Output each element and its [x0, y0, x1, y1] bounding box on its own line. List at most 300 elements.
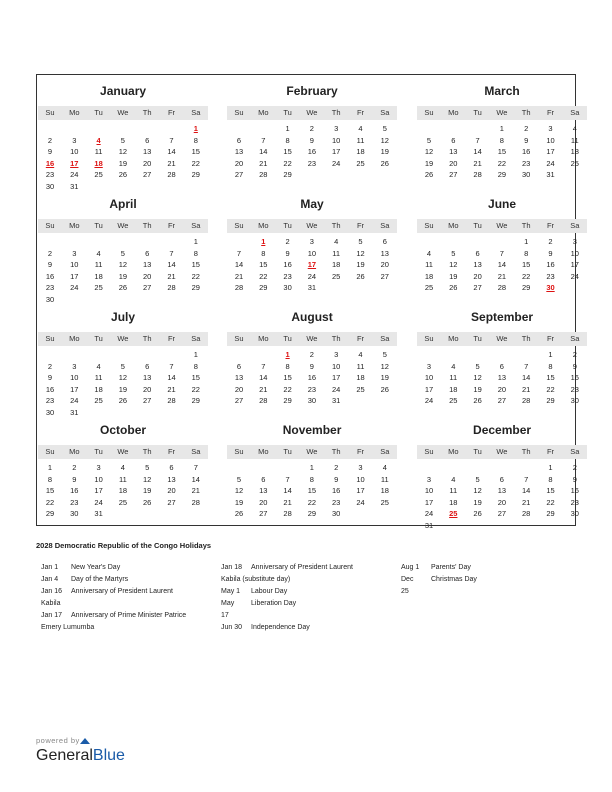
day-cell: 28	[497, 283, 507, 292]
weekday-label: We	[496, 108, 508, 117]
day-cell: 18	[356, 373, 365, 382]
month-november	[227, 423, 397, 527]
day-cell: 10	[332, 135, 341, 145]
day-cell: 10	[424, 373, 434, 382]
day-cell: 22	[45, 497, 55, 507]
day-cell: 5	[120, 135, 125, 145]
day-cell: 16	[522, 147, 531, 156]
day-cell: 1	[47, 463, 53, 472]
month-october	[38, 423, 208, 527]
day-cell: 17	[356, 486, 365, 495]
day-cell: 11	[332, 248, 341, 258]
day-cell: 31	[307, 283, 317, 292]
day-cell: 12	[424, 147, 434, 156]
weekday-label: We	[496, 447, 508, 456]
weekday-label: Th	[142, 447, 152, 456]
month-name: February	[286, 84, 338, 98]
day-cell: 13	[143, 260, 152, 269]
day-cell: 25	[94, 396, 103, 405]
day-cell: 12	[356, 248, 365, 258]
day-cell: 4	[96, 248, 101, 258]
holiday-name: Anniversary of Prime Minister Patrice	[71, 612, 187, 619]
day-cell: 27	[449, 170, 458, 179]
day-cell: 12	[118, 147, 128, 156]
day-cell: 11	[449, 373, 458, 382]
day-cell: 14	[522, 373, 531, 382]
day-cell: 23	[45, 283, 55, 292]
day-cell: 29	[307, 509, 317, 518]
day-cell: 20	[497, 384, 507, 394]
holiday-name: Independence Day	[251, 624, 310, 631]
day-cell: 29	[546, 509, 555, 518]
day-cell: 7	[499, 248, 504, 258]
day-cell: 15	[546, 486, 555, 495]
day-cell: 3	[309, 237, 314, 246]
day-cell: 3	[72, 248, 77, 258]
day-cell: 16	[307, 373, 317, 382]
weekday-header	[38, 332, 208, 346]
day-cell: 26	[356, 271, 365, 281]
day-cell: 21	[522, 384, 531, 394]
day-cell: 22	[283, 158, 292, 168]
day-cell: 13	[259, 486, 268, 495]
day-cell: 24	[332, 158, 341, 168]
weekday-label: Th	[142, 221, 152, 230]
day-cell: 2	[572, 350, 577, 359]
weekday-label: Th	[521, 221, 531, 230]
day-cell: 31	[70, 407, 79, 417]
month-august	[227, 310, 397, 414]
day-cell: 11	[449, 486, 458, 495]
weekday-label: Su	[234, 447, 244, 456]
day-cell: 6	[236, 361, 242, 371]
day-cell: 8	[47, 474, 53, 484]
day-cell: 6	[499, 361, 504, 371]
weekday-label: Sa	[380, 447, 390, 456]
weekday-label: Mo	[258, 108, 269, 117]
day-cell: 20	[380, 260, 389, 269]
holiday-column	[41, 562, 186, 634]
weekday-header	[417, 219, 587, 233]
month-name: November	[282, 423, 342, 437]
day-cell: 28	[259, 170, 268, 179]
weekday-label: Th	[331, 221, 341, 230]
day-cell: 30	[45, 181, 55, 191]
day-cell: 2	[47, 361, 53, 371]
day-cell: 27	[234, 396, 244, 405]
day-cell: 15	[283, 147, 292, 156]
day-cell: 20	[259, 497, 268, 507]
weekday-label: Fr	[356, 221, 365, 230]
weekday-label: Fr	[167, 447, 176, 456]
weekday-label: Mo	[69, 221, 80, 230]
day-cell: 2	[309, 350, 314, 359]
day-cell: 11	[94, 373, 103, 382]
day-cell: 10	[94, 474, 103, 484]
day-cell: 28	[234, 283, 244, 292]
day-cell: 17	[424, 497, 434, 507]
day-cell: 5	[236, 474, 242, 484]
day-cell: 25	[424, 283, 434, 292]
holiday-item	[41, 574, 186, 586]
day-cell: 31	[424, 520, 434, 530]
day-cell: 10	[546, 135, 555, 145]
day-cell: 9	[285, 248, 290, 258]
holiday-date: Jun 30	[221, 624, 243, 631]
day-cell: 24	[570, 271, 579, 281]
day-cell: 28	[167, 283, 176, 292]
day-cell: 1	[548, 350, 553, 359]
day-cell: 6	[475, 248, 480, 258]
day-cell: 8	[548, 361, 553, 371]
holiday-date: Jan 17	[41, 612, 63, 619]
day-cell: 9	[334, 474, 339, 484]
day-cell: 11	[380, 474, 389, 484]
month-september	[417, 310, 587, 414]
day-cell: 3	[72, 361, 77, 371]
holiday-name: Anniversary of President Laurent	[251, 564, 353, 571]
holiday-item	[221, 598, 353, 622]
day-cell: 4	[572, 124, 577, 133]
day-cell: 13	[497, 486, 507, 495]
day-cell: 28	[259, 396, 268, 405]
holiday-item	[41, 610, 186, 622]
day-cell: 18	[424, 271, 434, 281]
weekday-label: Su	[234, 108, 244, 117]
day-cell: 27	[167, 497, 176, 507]
day-cell: 20	[497, 497, 507, 507]
weekday-label: Tu	[94, 334, 103, 343]
day-cell: 4	[120, 463, 125, 472]
day-cell: 24	[332, 384, 341, 394]
holiday-item	[221, 586, 353, 598]
day-cell: 11	[94, 260, 103, 269]
day-cell: 29	[497, 170, 507, 179]
day-cell: 28	[522, 509, 531, 518]
weekday-label: Su	[424, 108, 434, 117]
holiday-name: New Year's Day	[71, 564, 121, 571]
weekday-header	[417, 332, 587, 346]
day-cell: 20	[167, 486, 176, 495]
day-cell: 1	[524, 237, 529, 246]
day-cell: 31	[94, 509, 103, 518]
weekday-label: Su	[45, 108, 55, 117]
day-cell: 22	[307, 497, 317, 507]
day-cell: 25	[94, 170, 103, 179]
day-cell: 24	[70, 283, 79, 292]
day-cell: 8	[285, 135, 290, 145]
day-cell: 24	[307, 271, 317, 281]
day-cell: 23	[70, 497, 79, 507]
weekday-label: Fr	[546, 334, 555, 343]
day-cell: 22	[522, 271, 531, 281]
day-cell: 26	[473, 396, 482, 405]
day-cell: 15	[45, 486, 55, 495]
day-cell: 3	[334, 124, 339, 133]
day-cell: 18	[332, 260, 341, 269]
day-cell: 13	[167, 474, 176, 484]
day-cell: 2	[572, 463, 577, 472]
weekday-label: Tu	[473, 334, 482, 343]
holiday-column	[401, 562, 477, 598]
day-cell: 29	[283, 170, 292, 179]
weekday-label: Mo	[69, 447, 80, 456]
day-cell: 2	[334, 463, 339, 472]
day-cell: 15	[522, 260, 531, 269]
weekday-label: Th	[331, 334, 341, 343]
day-cell: 30	[70, 509, 79, 518]
weekday-header	[227, 219, 397, 233]
day-cell: 4	[334, 237, 339, 246]
day-cell: 4	[426, 248, 432, 258]
brand-general: General	[36, 747, 93, 764]
day-cell: 19	[424, 158, 434, 168]
day-cell: 11	[356, 135, 365, 145]
day-cell: 26	[118, 283, 128, 292]
day-cell: 5	[358, 237, 363, 246]
day-cell: 25	[332, 271, 341, 281]
day-cell: 12	[234, 486, 244, 495]
day-cell: 23	[283, 271, 292, 281]
day-cell: 7	[169, 135, 174, 145]
day-cell: 17	[332, 147, 341, 156]
weekday-label: Fr	[167, 221, 176, 230]
day-cell: 8	[193, 361, 198, 371]
day-cell: 8	[261, 248, 266, 258]
month-name: October	[100, 423, 147, 437]
weekday-label: Fr	[356, 447, 365, 456]
day-cell: 10	[332, 361, 341, 371]
weekday-label: We	[496, 221, 508, 230]
day-cell: 19	[449, 271, 458, 281]
day-cell: 29	[191, 283, 200, 292]
weekday-label: Sa	[191, 334, 201, 343]
day-cell: 12	[473, 486, 482, 495]
day-cell: 19	[118, 384, 128, 394]
day-cell: 14	[167, 260, 176, 269]
month-april	[38, 197, 208, 304]
day-cell: 8	[309, 474, 314, 484]
weekday-label: Tu	[283, 221, 292, 230]
day-cell: 22	[283, 384, 292, 394]
day-cell: 21	[234, 271, 244, 281]
day-cell: 23	[570, 384, 579, 394]
day-cell: 20	[143, 271, 152, 281]
day-cell: 24	[94, 497, 103, 507]
day-cell: 20	[143, 384, 152, 394]
day-cell: 3	[334, 350, 339, 359]
day-cell: 8	[285, 361, 290, 371]
day-cell: 15	[191, 373, 200, 382]
day-cell: 9	[309, 361, 314, 371]
weekday-label: Th	[521, 447, 531, 456]
day-cell: 12	[473, 373, 482, 382]
weekday-label: Su	[45, 447, 55, 456]
day-cell: 23	[570, 497, 579, 507]
weekday-label: Th	[331, 108, 341, 117]
day-cell: 19	[234, 497, 244, 507]
day-cell: 15	[283, 373, 292, 382]
day-cell: 30	[570, 396, 579, 405]
month-march	[417, 84, 587, 188]
day-cell: 22	[191, 158, 200, 168]
day-cell: 22	[191, 271, 200, 281]
holiday-date: Aug 1	[401, 564, 420, 571]
day-cell: 18	[94, 271, 103, 281]
logo-triangle-icon	[80, 738, 90, 744]
day-cell: 1	[193, 237, 198, 246]
day-cell: 16	[70, 486, 79, 495]
weekday-label: Mo	[69, 334, 80, 343]
weekday-label: Su	[234, 334, 244, 343]
day-cell: 30	[283, 283, 292, 292]
day-cell: 22	[191, 384, 200, 394]
month-february	[227, 84, 397, 188]
day-cell: 14	[167, 147, 176, 156]
day-cell: 21	[259, 158, 268, 168]
day-cell: 12	[380, 135, 389, 145]
weekday-label: We	[117, 447, 129, 456]
day-cell: 27	[259, 509, 268, 518]
day-cell: 1	[309, 463, 314, 472]
holiday-item	[401, 574, 477, 598]
day-cell: 1	[548, 463, 553, 472]
day-cell: 9	[47, 147, 53, 156]
day-cell: 21	[473, 158, 482, 168]
holiday-name-continued: Kabila	[41, 600, 61, 607]
holiday-item	[41, 586, 186, 598]
day-cell: 18	[94, 384, 103, 394]
day-cell: 17	[424, 384, 434, 394]
day-cell: 6	[261, 474, 266, 484]
holiday-item	[41, 562, 186, 574]
day-cell: 15	[191, 260, 200, 269]
day-cell: 9	[47, 260, 53, 269]
day-cell: 2	[548, 237, 553, 246]
day-cell: 26	[234, 509, 244, 518]
day-cell: 27	[234, 170, 244, 179]
weekday-label: Sa	[191, 108, 201, 117]
day-cell: 17	[70, 271, 79, 281]
day-cell: 13	[380, 248, 389, 258]
day-cell: 13	[143, 147, 152, 156]
day-cell: 25	[118, 497, 128, 507]
day-cell: 3	[572, 237, 577, 246]
holiday-day: 16	[45, 158, 55, 168]
day-cell: 22	[546, 497, 555, 507]
month-july	[38, 310, 208, 417]
day-cell: 14	[191, 474, 200, 484]
day-cell: 6	[499, 474, 504, 484]
weekday-label: We	[306, 108, 318, 117]
day-cell: 15	[497, 147, 507, 156]
day-cell: 25	[570, 158, 579, 168]
day-cell: 27	[473, 283, 482, 292]
day-cell: 30	[45, 407, 55, 417]
weekday-label: Mo	[258, 221, 269, 230]
holiday-day: 1	[193, 124, 198, 133]
holiday-date: Jan 4	[41, 576, 59, 583]
weekday-label: Sa	[570, 334, 580, 343]
day-cell: 5	[120, 248, 125, 258]
day-cell: 7	[236, 248, 242, 258]
day-cell: 19	[118, 271, 128, 281]
day-cell: 21	[283, 497, 292, 507]
day-cell: 6	[382, 237, 387, 246]
weekday-header	[227, 106, 397, 120]
day-cell: 26	[118, 396, 128, 405]
day-cell: 10	[70, 260, 79, 269]
month-name: December	[473, 423, 532, 437]
month-name: July	[111, 310, 136, 324]
day-cell: 6	[145, 361, 150, 371]
day-cell: 9	[47, 373, 53, 382]
day-cell: 4	[358, 124, 363, 133]
weekday-label: Fr	[546, 447, 555, 456]
brand-blue: Blue	[92, 747, 125, 764]
day-cell: 19	[473, 497, 482, 507]
day-cell: 16	[45, 271, 55, 281]
day-cell: 10	[356, 474, 365, 484]
day-cell: 27	[497, 396, 507, 405]
day-cell: 23	[522, 158, 531, 168]
holiday-name: Christmas Day	[431, 576, 477, 583]
day-cell: 31	[70, 181, 79, 191]
weekday-label: Su	[234, 221, 244, 230]
day-cell: 5	[426, 135, 432, 145]
day-cell: 14	[473, 147, 482, 156]
day-cell: 2	[47, 248, 53, 258]
day-cell: 2	[309, 124, 314, 133]
day-cell: 17	[70, 384, 79, 394]
day-cell: 10	[70, 373, 79, 382]
day-cell: 18	[118, 486, 128, 495]
weekday-header	[38, 445, 208, 459]
day-cell: 24	[70, 170, 79, 179]
holidays-title: 2028 Democratic Republic of the Congo Holidays	[36, 541, 212, 550]
day-cell: 14	[167, 373, 176, 382]
day-cell: 17	[570, 260, 579, 269]
day-cell: 7	[475, 135, 480, 145]
day-cell: 30	[45, 294, 55, 304]
weekday-header	[38, 219, 208, 233]
day-cell: 13	[234, 373, 244, 382]
day-cell: 7	[193, 463, 198, 472]
day-cell: 14	[522, 486, 531, 495]
day-cell: 7	[524, 361, 529, 371]
day-cell: 17	[332, 373, 341, 382]
weekday-label: Sa	[380, 108, 390, 117]
month-name: April	[109, 197, 137, 211]
day-cell: 21	[167, 271, 176, 281]
holiday-date: Jan 1	[41, 564, 59, 571]
weekday-label: Th	[142, 334, 152, 343]
day-cell: 7	[169, 248, 174, 258]
day-cell: 22	[259, 271, 268, 281]
day-cell: 16	[307, 147, 317, 156]
holiday-day: 1	[261, 237, 266, 246]
day-cell: 29	[45, 509, 55, 518]
day-cell: 25	[449, 396, 458, 405]
day-cell: 25	[94, 283, 103, 292]
month-december	[417, 423, 587, 530]
weekday-header	[227, 332, 397, 346]
day-cell: 5	[382, 350, 387, 359]
day-cell: 13	[473, 260, 482, 269]
day-cell: 18	[449, 497, 458, 507]
weekday-label: We	[306, 334, 318, 343]
weekday-label: We	[306, 221, 318, 230]
